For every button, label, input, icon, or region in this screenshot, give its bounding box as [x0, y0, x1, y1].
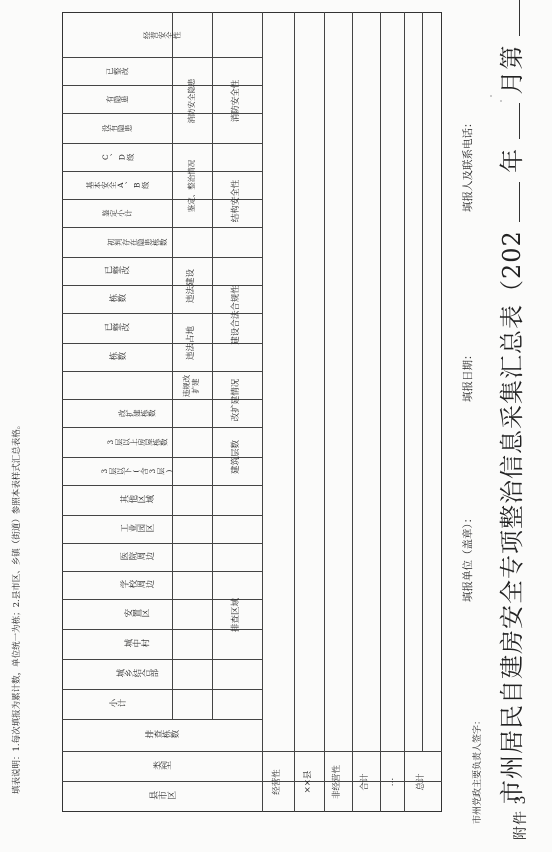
header-area-4: 学校周边 — [120, 580, 154, 591]
row-sum: 合计 — [360, 773, 371, 791]
form-title — [492, 0, 527, 804]
contact-label: 填报人及联系电话： — [462, 117, 474, 212]
header-area-6: 工业园区 — [120, 524, 154, 535]
header-floors-high: 3层以上房屋栋数 — [106, 437, 168, 447]
header-area-2: 城中村 — [124, 639, 150, 650]
header-op-group: 经营安全性 — [143, 30, 181, 40]
header-num-1: 栋数 — [108, 352, 126, 363]
header-renov-count: 改扩建栋数 — [118, 408, 156, 418]
row-nonop: 非经营性 — [332, 765, 343, 800]
header-floors-low: 3层以下(含3层) — [100, 466, 174, 476]
header-area-3: 安置区 — [124, 609, 150, 620]
header-category: 类型 — [153, 761, 171, 772]
signer-label: 市州党政主要负责人签字： — [473, 715, 483, 824]
header-rectified-fire: 已整改 — [105, 66, 129, 76]
header-appraisal: 鉴定、整治情况 — [186, 159, 196, 213]
header-area-1: 城乡结合部 — [115, 669, 159, 680]
annex-label: 附件 3 — [513, 794, 529, 840]
header-safe-ab: 基本安全A、B级 — [85, 180, 149, 190]
summary-table — [62, 12, 442, 812]
header-subtotal: 小计 — [108, 699, 126, 710]
title-main: 市州居民自建房安全专项整治信息采集汇总表（202 — [498, 230, 526, 804]
header-area-7: 其他区域 — [120, 495, 154, 506]
title-year: 年 — [498, 147, 526, 173]
row-county: ××县 — [303, 770, 314, 794]
header-initial-hazards: 初判存在隐患栋数 — [107, 237, 167, 247]
header-no-hazard: 没有隐患 — [102, 123, 132, 133]
row-op-1: 经营性 — [272, 769, 283, 795]
header-rectified-1: 已整改 — [104, 323, 130, 334]
header-renov-group: 改扩建情况 — [231, 378, 242, 422]
header-county: 县市区 — [148, 791, 176, 802]
header-floors-group: 建筑层数 — [231, 440, 242, 475]
date-label: 填报日期： — [462, 349, 474, 402]
header-rectified-2: 已整改 — [104, 266, 130, 277]
header-illegal-renov: 违规改扩建 — [182, 374, 200, 398]
row-total: 总计 — [416, 773, 427, 791]
header-area-5: 医院周边 — [120, 552, 154, 563]
header-struct-group: 结构安全性 — [231, 179, 242, 223]
header-areas-group: 排查区域 — [231, 598, 242, 633]
row-dots: … — [386, 777, 397, 787]
header-count: 排查栋数 — [145, 730, 179, 741]
header-legal-group: 建设合法合规性 — [231, 285, 242, 345]
title-month: 月第 — [498, 44, 526, 95]
header-cd: C、D级 — [100, 152, 134, 162]
header-illegal-land: 违法占地 — [186, 326, 197, 361]
header-illegal-build: 违法建设 — [186, 269, 197, 304]
header-has-hazard: 有隐患 — [105, 94, 129, 104]
header-appraisal-total: 鉴定小计 — [102, 208, 132, 218]
header-fire-group: 消防安全性 — [231, 79, 242, 123]
fill-note: 填表说明：1.每次填报为累计数，单位统一为栋；2.县市区、乡镇（街道）参照本表样式汇总表格。 — [12, 420, 22, 794]
unit-label: 填报单位（盖章）： — [462, 512, 474, 602]
header-fire-hazard: 消防安全隐患 — [186, 78, 196, 124]
header-num-2: 栋数 — [108, 294, 126, 305]
